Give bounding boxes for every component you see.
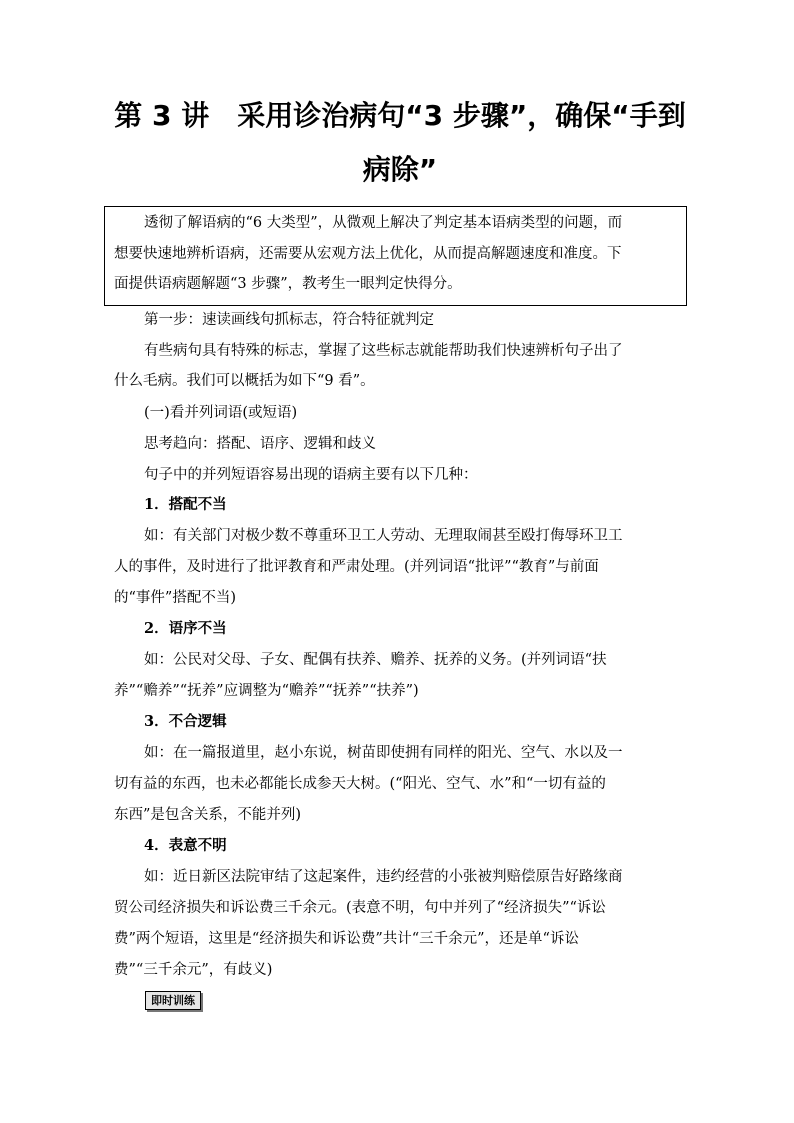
thinking-direction: 思考趋向：搭配、语序、逻辑和歧义 — [144, 436, 376, 452]
item-heading: 2．语序不当 — [144, 620, 227, 637]
example-line: 贸公司经济损失和诉讼费三千余元。(表意不明，句中并列了“经济损失”“诉讼 — [114, 900, 606, 916]
paragraph-line: 有些病句具有特殊的标志，掌握了这些标志就能帮助我们快速辨析句子出了 — [144, 343, 623, 359]
intro-line: 面提供语病题解题“3 步骤”，教考生一眼判定快得分。 — [114, 276, 462, 292]
step1-heading: 第一步：速读画线句抓标志，符合特征就判定 — [144, 312, 434, 328]
example-line: 如：有关部门对极少数不尊重环卫工人劳动、无理取闹甚至殴打侮辱环卫工 — [144, 528, 623, 544]
section-heading: (一)看并列词语(或短语) — [144, 405, 298, 421]
example-line: 费”“三千余元”，有歧义) — [114, 962, 273, 978]
example-line: 如：在一篇报道里，赵小东说，树苗即使拥有同样的阳光、空气、水以及一 — [144, 745, 623, 761]
example-line: 切有益的东西，也未必都能长成参天大树。(“阳光、空气、水”和“一切有益的 — [114, 776, 606, 792]
example-line: 的“事件”搭配不当) — [114, 590, 236, 606]
practice-tag: 即时训练 — [145, 991, 201, 1010]
example-line: 东西”是包含关系，不能并列) — [114, 807, 302, 823]
page-title-continued: 病除” — [362, 153, 438, 186]
paragraph-line: 什么毛病。我们可以概括为如下“9 看”。 — [114, 373, 375, 389]
example-line: 费”两个短语，这里是“经济损失和诉讼费”共计“三千余元”，还是单“诉讼 — [114, 931, 579, 947]
example-line: 如：公民对父母、子女、配偶有扶养、赡养、抚养的义务。(并列词语“扶 — [144, 652, 607, 668]
example-line: 人的事件，及时进行了批评教育和严肃处理。(并列词语“批评”“教育”与前面 — [114, 559, 599, 575]
paragraph-line: 句子中的并列短语容易出现的语病主要有以下几种： — [144, 467, 478, 483]
intro-line: 想要快速地辨析语病，还需要从宏观方法上优化，从而提高解题速度和准度。下 — [114, 246, 622, 262]
item-heading: 4．表意不明 — [144, 837, 227, 854]
intro-line: 透彻了解语病的“6 大类型”，从微观上解决了判定基本语病类型的问题，而 — [144, 215, 623, 231]
item-heading: 3．不合逻辑 — [144, 713, 227, 730]
page-title: 第 3 讲 采用诊治病句“3 步骤”，确保“手到 — [114, 99, 686, 132]
item-heading: 1．搭配不当 — [144, 496, 227, 513]
example-line: 如：近日新区法院审结了这起案件，违约经营的小张被判赔偿原告好路缘商 — [144, 869, 623, 885]
example-line: 养”“赡养”“抚养”应调整为“赡养”“抚养”“扶养”) — [114, 683, 419, 699]
